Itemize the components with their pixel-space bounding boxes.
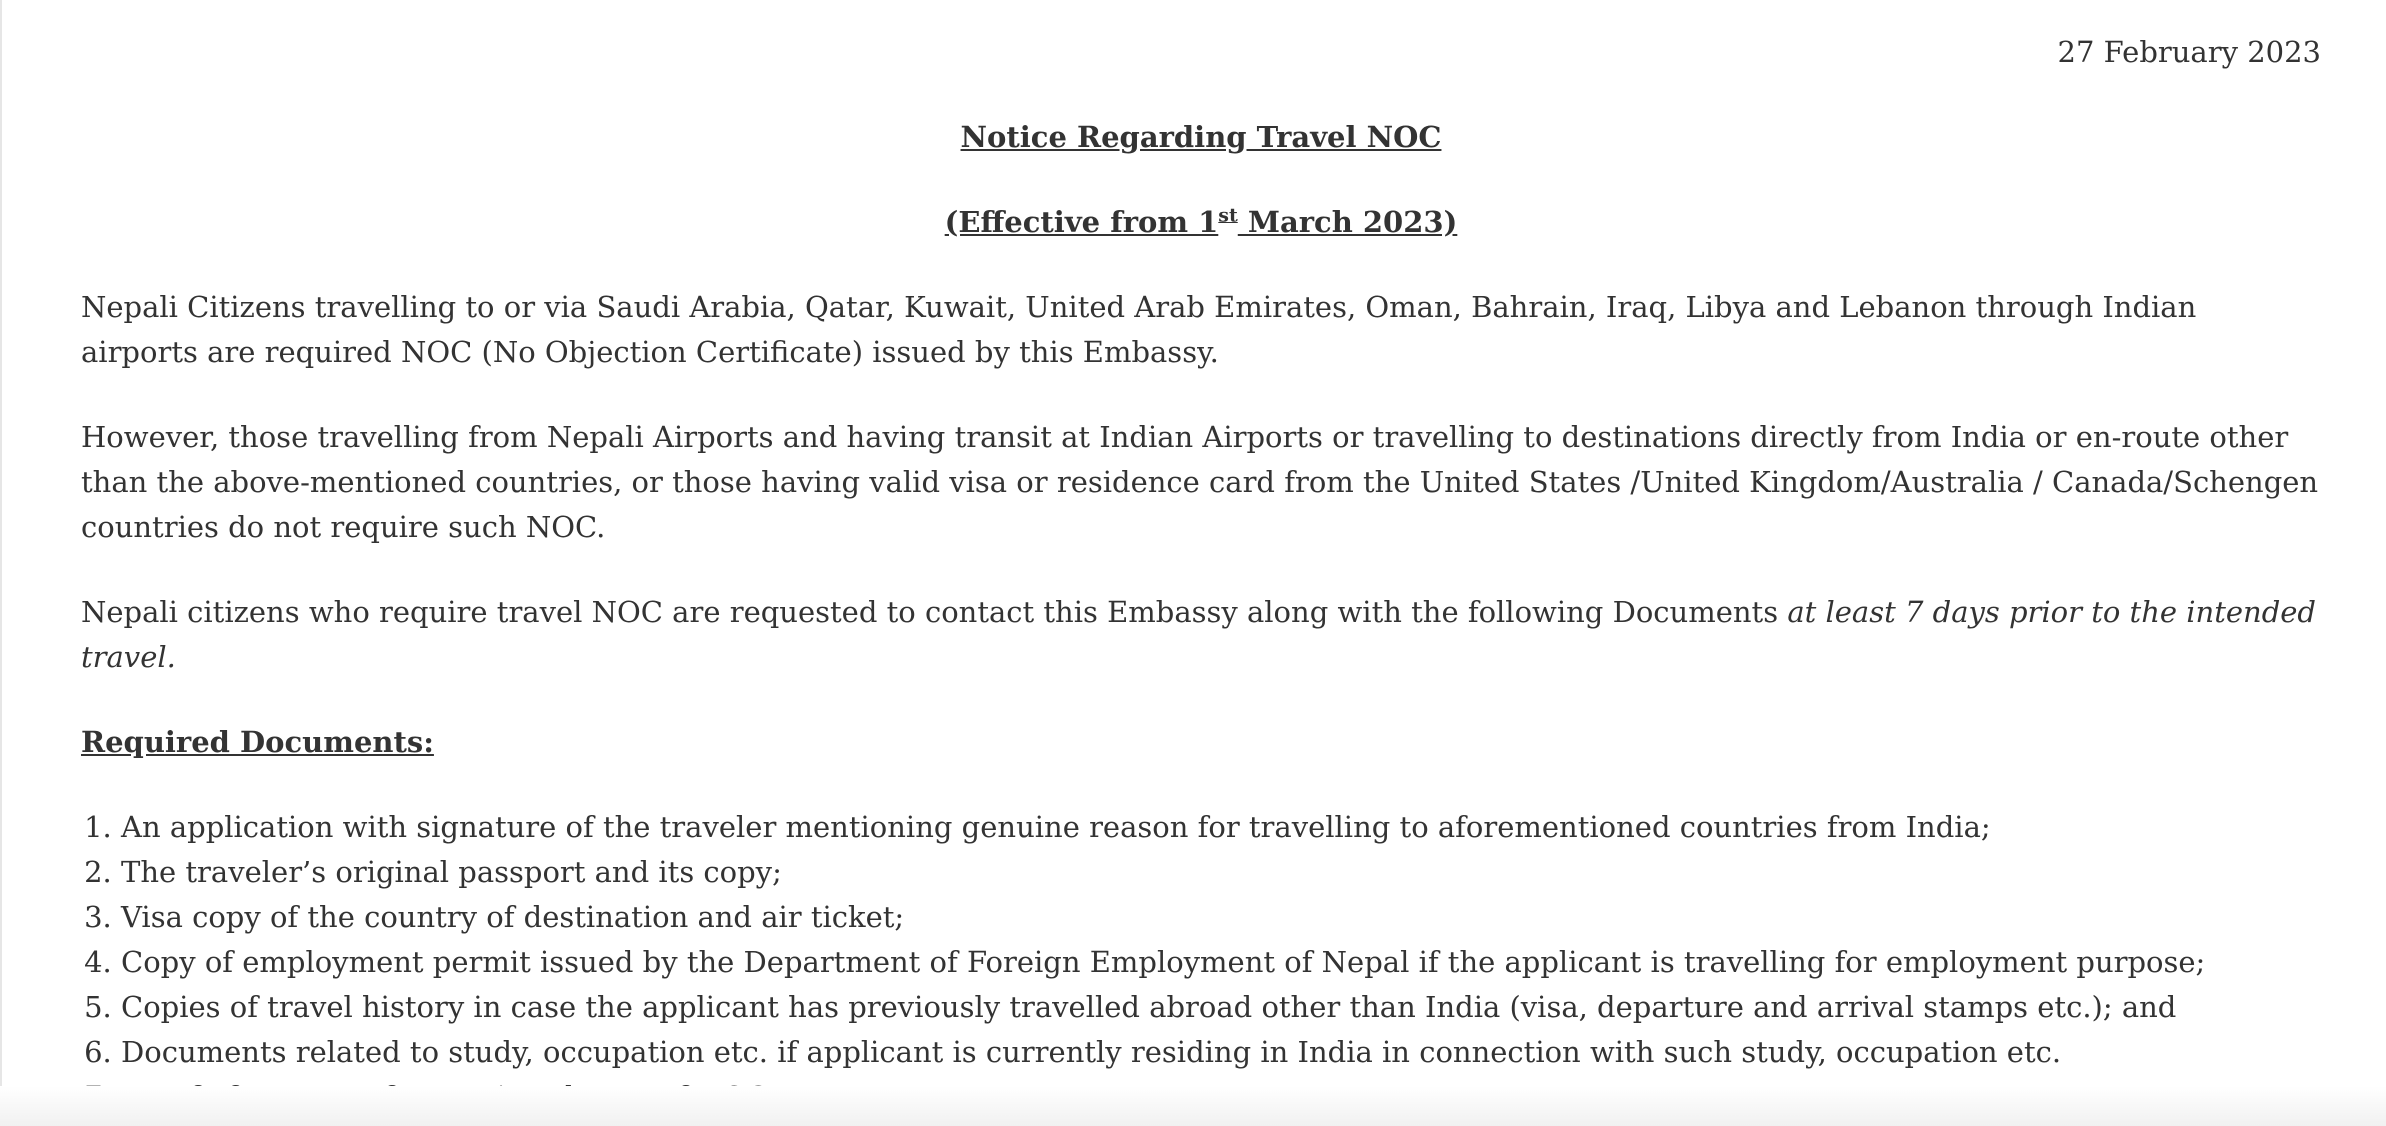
effective-date-prefix: (Effective from 1 — [944, 205, 1219, 239]
list-item: 6. Documents related to study, occupation etc. if applicant is currently residing in India in connection with such study, occupation etc. — [121, 1030, 2321, 1075]
effective-date-suffix: March 2023) — [1237, 205, 1458, 239]
required-documents-list — [81, 805, 2321, 1120]
list-item: 5. Copies of travel history in case the applicant has previously travelled abroad other than India (visa, departure and arrival stamps etc.); and — [121, 985, 2321, 1030]
effective-date-ordinal: st — [1218, 204, 1238, 227]
notice-title-text: Notice Regarding Travel NOC — [960, 120, 1442, 154]
page-left-border — [0, 0, 2, 1126]
paragraph-contact-embassy — [81, 590, 2321, 680]
list-item: 2. The traveler’s original passport and its copy; — [121, 850, 2321, 895]
notice-document — [81, 30, 2321, 1120]
list-item: 3. Visa copy of the country of destination and air ticket; — [121, 895, 2321, 940]
notice-title — [81, 115, 2321, 160]
notice-effective-date — [81, 200, 2321, 245]
page-bottom-shade — [0, 1086, 2386, 1126]
paragraph-noc-exemptions: However, those travelling from Nepali Airports and having transit at Indian Airports or travelling to destinations directly from India or en-route other than the above-mentioned countries, or those having valid visa or residence card from the United States /United Kingdom/Australia / Canada/Schengen countries do not require such NOC. — [81, 420, 2319, 544]
notice-date: 27 February 2023 — [2057, 35, 2321, 69]
list-item: 4. Copy of employment permit issued by the Department of Foreign Employment of Nepal if the applicant is travelling for employment purpose; — [121, 940, 2321, 985]
paragraph-noc-requirement: Nepali Citizens travelling to or via Saudi Arabia, Qatar, Kuwait, United Arab Emirates, Oman, Bahrain, Iraq, Libya and Lebanon through Indian airports are required NOC (No Objection Certificate) issued by this Embassy. — [81, 290, 2197, 369]
contact-embassy-text: Nepali citizens who require travel NOC are requested to contact this Embassy along with the following Documents — [81, 595, 1788, 629]
list-item: 1. An application with signature of the traveler mentioning genuine reason for travelling to aforementioned countries from India; — [121, 805, 2321, 850]
required-documents-heading: Required Documents: — [81, 725, 434, 759]
contact-embassy-deadline: at least 7 days prior to the intended travel. — [81, 595, 2316, 674]
